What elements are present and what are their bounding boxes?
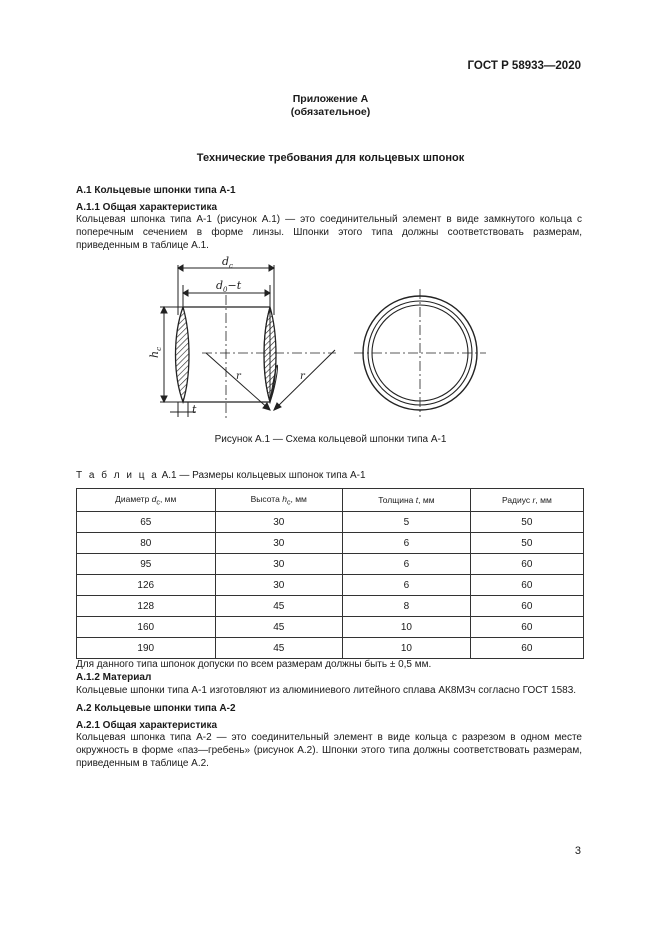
cell: 60	[470, 596, 583, 617]
cell: 65	[77, 512, 216, 533]
header-thickness: Толщина t, мм	[343, 489, 471, 512]
table-header-row	[77, 489, 584, 512]
a1-heading: А.1 Кольцевые шпонки типа А-1	[76, 185, 236, 196]
cell: 50	[470, 512, 583, 533]
a11-heading: А.1.1 Общая характеристика	[76, 202, 218, 213]
cell: 80	[77, 533, 216, 554]
label-r1: r	[236, 371, 241, 382]
a21-paragraph: Кольцевая шпонка типа А-2 — это соединительный элемент в виде кольца с разрезом в одном месте окружность в форме «паз—гребень» (рисунок А.2). Шпонки этого типа должны соответствовать размерам, приведенным в таблице А.2.	[76, 732, 582, 769]
table-row	[77, 575, 584, 596]
cell: 190	[77, 638, 216, 659]
cell: 30	[215, 533, 343, 554]
cell: 128	[77, 596, 216, 617]
table-caption: Т а б л и ц а А.1 — Размеры кольцевых шпонок типа А-1	[76, 470, 366, 481]
section-view	[160, 265, 336, 420]
annex-heading	[0, 93, 661, 119]
dimensions-table	[76, 488, 584, 659]
cell: 6	[343, 533, 471, 554]
figure-a1	[140, 255, 520, 425]
annex-title: Приложение А	[292, 93, 369, 105]
label-hc: $h_c$	[148, 346, 163, 358]
cell: 60	[470, 638, 583, 659]
cell: 45	[215, 596, 343, 617]
header-height: Высота $h_c$, мм	[215, 489, 343, 512]
a12-heading: А.1.2 Материал	[76, 672, 152, 683]
label-t: t	[192, 403, 197, 416]
section-title: Технические требования для кольцевых шпонок	[196, 152, 465, 164]
cell: 45	[215, 617, 343, 638]
header-radius: Радиус r, мм	[470, 489, 583, 512]
header-diameter: Диаметр $d_c$, мм	[77, 489, 216, 512]
cell: 45	[215, 638, 343, 659]
cell: 10	[343, 617, 471, 638]
cell: 160	[77, 617, 216, 638]
cell: 10	[343, 638, 471, 659]
cell: 126	[77, 575, 216, 596]
label-dc: $d_c$	[222, 255, 233, 270]
a2-heading: А.2 Кольцевые шпонки типа А-2	[76, 703, 236, 714]
label-d0t: $d_0-t$	[216, 279, 242, 294]
cell: 60	[470, 575, 583, 596]
label-r2: r	[300, 371, 305, 382]
cell: 30	[215, 554, 343, 575]
tolerance-note: Для данного типа шпонок допуски по всем размерам должны быть ± 0,5 мм.	[76, 659, 432, 670]
figure-caption: Рисунок А.1 — Схема кольцевой шпонки типа А-1	[214, 434, 447, 445]
ring-top-view	[354, 289, 486, 417]
cell: 6	[343, 575, 471, 596]
cell: 8	[343, 596, 471, 617]
a11-paragraph: Кольцевая шпонка типа А-1 (рисунок А.1) — это соединительный элемент в виде замкнутого кольца с поперечным сечением в форме линзы. Шпонки этого типа должны соответствовать размерам, приведенным в таблице А.1.	[76, 214, 582, 251]
cell: 6	[343, 554, 471, 575]
cell: 95	[77, 554, 216, 575]
a12-text: Кольцевые шпонки типа А-1 изготовляют из алюминиевого литейного сплава АК8М3ч согласно ГОСТ 1583.	[76, 685, 577, 696]
page-number: 3	[574, 845, 581, 857]
cell: 60	[470, 554, 583, 575]
table-row	[77, 638, 584, 659]
table-row	[77, 617, 584, 638]
cell: 30	[215, 512, 343, 533]
cell: 50	[470, 533, 583, 554]
table-row	[77, 596, 584, 617]
annex-status: (обязательное)	[290, 106, 371, 118]
table-row	[77, 512, 584, 533]
table-row	[77, 554, 584, 575]
a21-heading: А.2.1 Общая характеристика	[76, 720, 218, 731]
cell: 30	[215, 575, 343, 596]
cell: 60	[470, 617, 583, 638]
table-row	[77, 533, 584, 554]
standard-number: ГОСТ Р 58933—2020	[467, 60, 581, 72]
cell: 5	[343, 512, 471, 533]
